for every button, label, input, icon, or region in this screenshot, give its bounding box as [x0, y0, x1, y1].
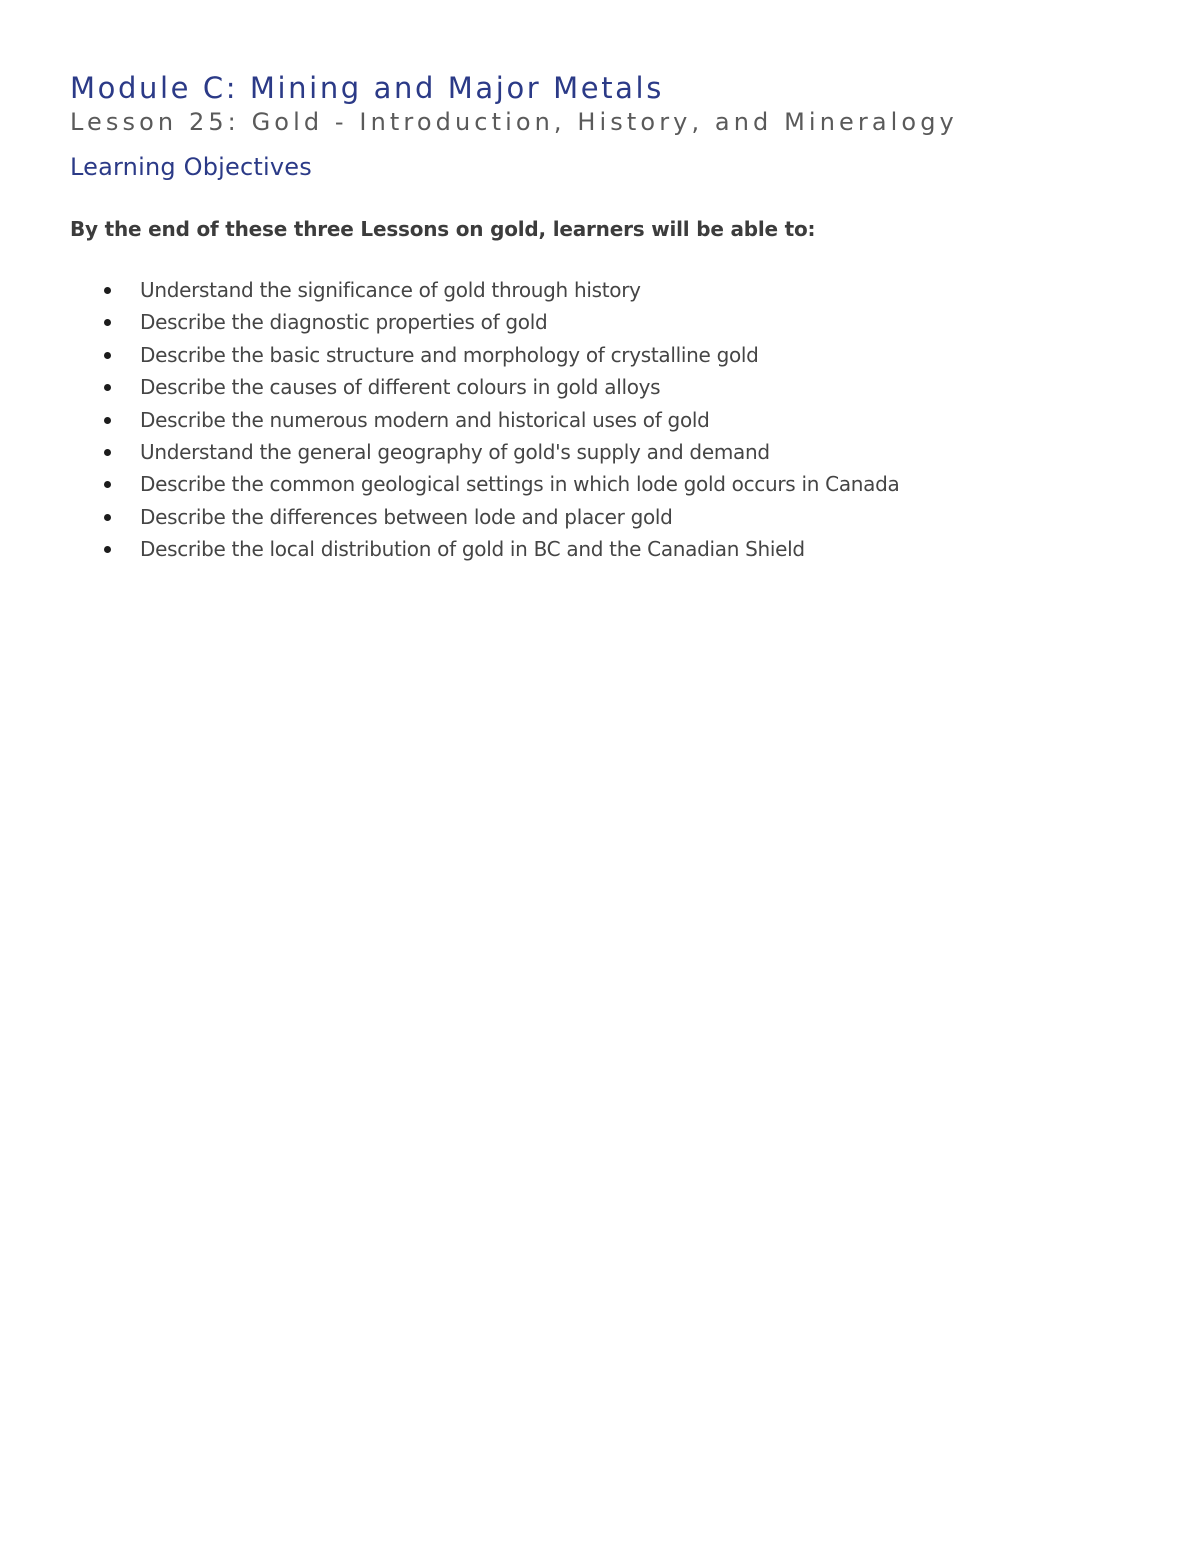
module-title: Module C: Mining and Major Metals [70, 71, 664, 105]
objective-item [70, 339, 1150, 371]
objective-text: Describe the differences between lode and placer gold [140, 504, 673, 529]
bullet-icon [104, 319, 111, 326]
objective-item [70, 533, 1150, 565]
bullet-icon [104, 514, 111, 521]
objective-text: Understand the significance of gold through history [140, 278, 641, 302]
bullet-icon [104, 384, 111, 391]
objectives-intro: By the end of these three Lessons on gold, learners will be able to: [70, 217, 816, 241]
objective-text: Describe the basic structure and morphology of crystalline gold [140, 342, 759, 367]
bullet-icon [104, 449, 111, 456]
objective-item [70, 274, 1150, 306]
lesson-title: Lesson 25: Gold - Introduction, History, and Mineralogy [70, 108, 958, 136]
objective-item [70, 306, 1150, 338]
objective-text: Describe the local distribution of gold in BC and the Canadian Shield [140, 537, 805, 562]
objective-text: Describe the numerous modern and historical uses of gold [140, 407, 710, 432]
objective-item [70, 404, 1150, 436]
document-page [70, 68, 1150, 566]
bullet-icon [104, 352, 111, 359]
objective-item [70, 468, 1150, 500]
objective-text: Describe the diagnostic properties of gold [140, 310, 548, 335]
objective-item [70, 501, 1150, 533]
objective-item [70, 436, 1150, 468]
section-title-learning-objectives: Learning Objectives [70, 153, 312, 181]
objective-text: Describe the causes of different colours in gold alloys [140, 375, 661, 400]
objectives-list [70, 274, 1150, 566]
objective-text: Describe the common geological settings in which lode gold occurs in Canada [140, 472, 900, 497]
bullet-icon [104, 417, 111, 424]
objective-text: Understand the general geography of gold's supply and demand [140, 440, 770, 465]
bullet-icon [104, 481, 111, 488]
bullet-icon [104, 287, 111, 294]
objective-item [70, 371, 1150, 403]
bullet-icon [104, 546, 111, 553]
